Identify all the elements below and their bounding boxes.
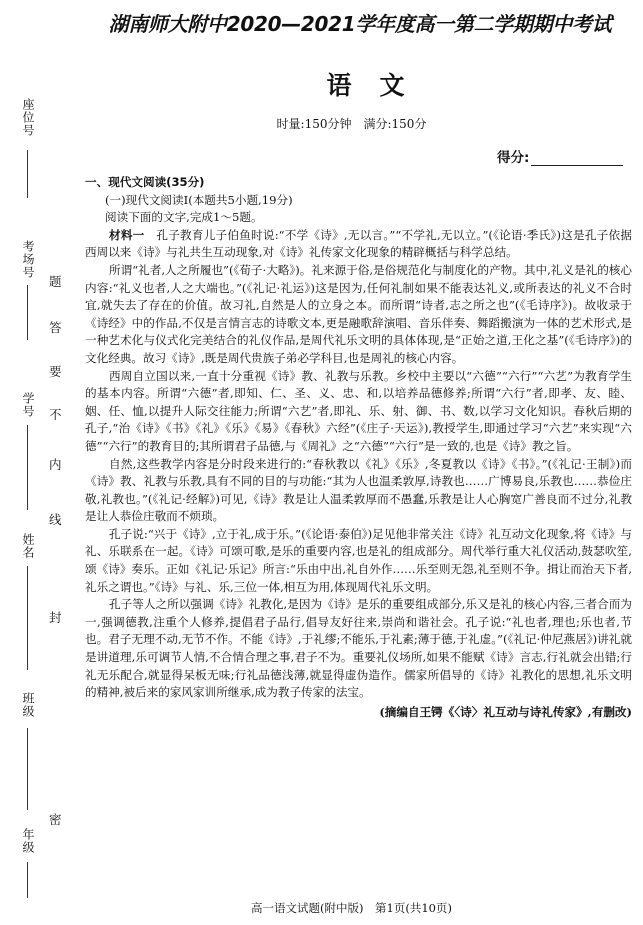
exam-title: 湖南师大附中2020—2021学年度高一第二学期期中考试 (108, 12, 612, 36)
seat-number-label: 座位号 (21, 98, 35, 137)
class-label: 班级 (21, 692, 35, 718)
grade-label: 年级 (21, 828, 35, 854)
seal-char: 封 (49, 610, 62, 625)
exam-room-line (27, 285, 28, 340)
grade-line (27, 862, 28, 898)
seal-char: 不 (49, 407, 62, 422)
score-field (497, 146, 623, 166)
paragraph: 西周自立国以来,一直十分重视《诗》教、礼教与乐教。乡校中主要以“六德”“六行”“六艺”为教育学生的基本内容。所谓“六德”者,即知、仁、圣、义、忠、和,以培养品德修养;所谓“六行”者,即孝、友、睦、姻、任、恤,以提升人际交往能力;所谓“六艺”者,即礼、乐、射、御、书、数,以学习文化知识。春秋后期的孔子,“治《诗》《书》《礼》《乐》《易》《春秋》六经”(《庄子·天运》),教授学生,即通过学习“六艺”来实现“六德”“六行”的教育目的;其所谓君子品德,与《周礼》之“六德”“六行”是一致的,也是《诗》教之旨。 (85, 368, 632, 453)
student-id-label: 学号 (21, 392, 35, 418)
class-line (27, 728, 28, 810)
page-footer: 高一语文试题(附中版) 第1页(共10页) (251, 901, 452, 915)
binding-margin (0, 0, 60, 925)
subject-title: 语文 (326, 71, 433, 100)
paragraph: 自然,这些教学内容是分时段来进行的:“春秋教以《礼》《乐》,冬夏教以《诗》《书》。”(《礼记·王制》)而《诗》教、礼教与乐教,具有不同的目的与功能:“其为人也温柔敦厚,诗教也……广博易良,乐教也……恭俭庄敬,礼教也。”(《礼记·经解》)可见,《诗》教是让人温柔敦厚而不愚蠢,乐教是让人心胸宽广善良而不过分,礼教是让人恭俭庄敬而不烦琐。 (85, 456, 632, 524)
seal-char: 内 (49, 457, 62, 472)
score-blank (531, 152, 623, 166)
name-label: 姓名 (21, 533, 35, 559)
source-citation: (摘编自王锷《〈诗〉礼互动与诗礼传家》,有删改) (379, 704, 632, 719)
name-line (27, 566, 28, 670)
section-heading: 一、现代文阅读(35分) (85, 175, 205, 189)
instruction: 阅读下面的文字,完成1～5题。 (105, 210, 263, 225)
paragraph: 孔子等人之所以强调《诗》礼教化,是因为《诗》是乐的重要组成部分,乐又是礼的核心内容,三者合而为一,强调德教,注重个人修养,提倡君子品行,倡导友好往来,崇尚和谐社会。孔子说:“礼也者,理也;乐也者,节也。君子无理不动,无节不作。不能《诗》,于礼缪;不能乐,于礼素;薄于德,于礼虚。”(《礼记·仲尼燕居》)讲礼就是讲道理,乐可调节人情,不合情合理之事,君子不为。重要礼仪场所,如果不能赋《诗》言志,行礼就会出错;行礼无乐配合,就显得呆板无味;行礼品德浅薄,就显得虚伪造作。儒家所倡导的《诗》礼教化的思想,礼乐文明的精神,被后来的家风家训所继承,成为教子传家的法宝。 (85, 597, 632, 700)
seal-char: 答 (49, 320, 62, 335)
paragraph: 所谓“礼者,人之所履也”(《荀子·大略》)。礼来源于俗,是俗规范化与制度化的产物。其中,礼义是礼的核心内容:“礼义也者,人之大端也。”(《礼记·礼运》)这是因为,任何礼制如果不能表达礼义,或所表达的礼义不合时宜,就失去了存在的价值。故习礼,自然是人的立身之本。而所谓“诗者,志之所之也”(《毛诗序》)。故收录于《诗经》中的作品,不仅是言情言志的诗歌文本,更是融歌辞演唱、音乐伴奏、舞蹈搬演为一体的艺术形式,是一种艺术化与仪式化完美结合的礼仪作品,是周代礼乐文明的具体体现,是“正始之道,王化之基”(《毛诗序》)的文化经典。故习《诗》,既是周代贵族子弟必学科目,也是周礼的核心内容。 (85, 262, 632, 365)
seal-char: 要 (49, 364, 62, 379)
seal-char: 线 (49, 512, 62, 527)
subsection-heading: (一)现代文阅读Ⅰ(本题共5小题,19分) (105, 192, 293, 207)
seat-number-line (27, 150, 28, 198)
paragraph (85, 227, 632, 262)
score-label: 得分: (497, 150, 530, 166)
seal-char: 题 (49, 274, 62, 289)
paragraph: 孔子说:“兴于《诗》,立于礼,成于乐。”(《论语·泰伯》)足见他非常关注《诗》礼互动文化现象,将《诗》与礼、乐联系在一起。《诗》可颂可歌,是乐的重要内容,也是礼的组成部分。周代举行重大礼仪活动,鼓瑟吹笙,颂《诗》奏乐。正如《礼记·乐记》所言:“乐由中出,礼自外作……乐至则无怨,礼至则不争。揖让而治天下者,礼乐之谓也。”《诗》与礼、乐,三位一体,相互为用,体现周代礼乐文明。 (85, 526, 632, 594)
paragraph-text: 孔子教育儿子伯鱼时说:“不学《诗》,无以言。”“不学礼,无以立。”(《论语·季氏》)这是孔子依据西周以来《诗》与礼共生互动现象,对《诗》礼传家文化现象的精辟概括与科学总结。 (85, 227, 632, 260)
exam-meta: 时量:150分钟 满分:150分 (276, 117, 427, 131)
material-label: 材料一 (109, 227, 145, 242)
reading-section (85, 174, 632, 721)
student-id-line (27, 425, 28, 510)
seal-char: 密 (49, 812, 62, 827)
exam-room-label: 考场号 (21, 240, 35, 279)
